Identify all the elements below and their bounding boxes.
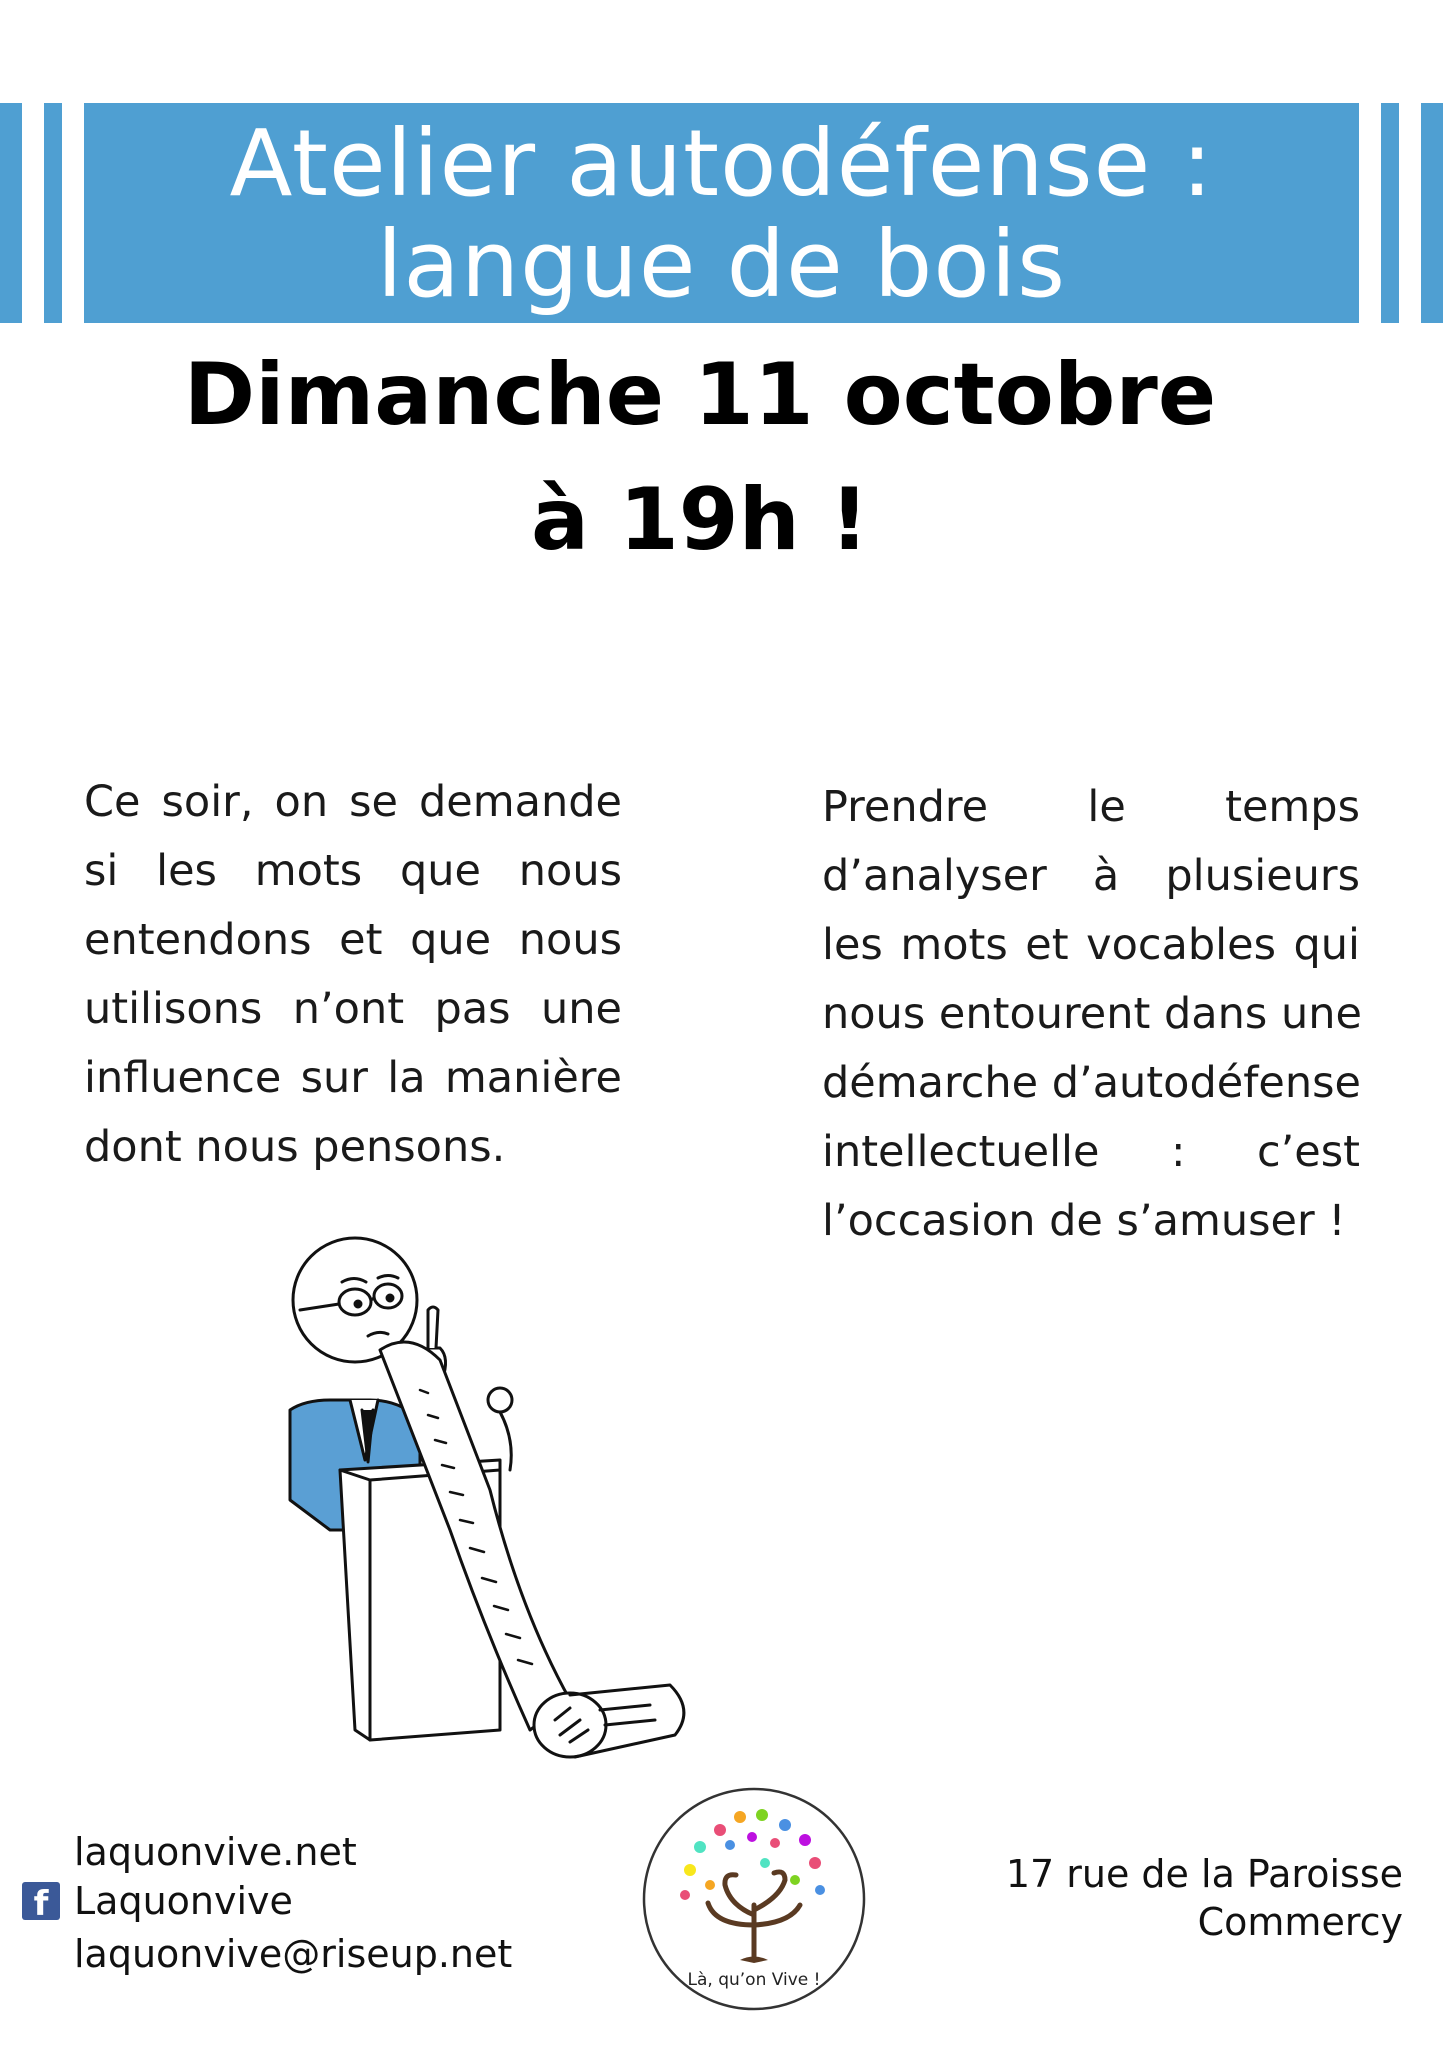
- right-line: d’analyser à plusieurs: [822, 851, 1360, 901]
- address-street: 17 rue de la Paroisse: [1005, 1852, 1403, 1896]
- logo-caption: Là, qu’on Vive !: [687, 1970, 821, 1990]
- facebook-handle[interactable]: Laquonvive: [74, 1879, 293, 1923]
- date-line-2: à 19h !: [530, 470, 870, 570]
- right-line: intellectuelle : c’est: [822, 1127, 1360, 1177]
- right-text-column: [822, 773, 1360, 1256]
- banner-stripe-left-outer: [0, 103, 22, 323]
- left-line: dont nous pensons.: [84, 1122, 506, 1172]
- facebook-icon: f: [22, 1882, 60, 1920]
- date-line-1: Dimanche 11 octobre: [183, 345, 1217, 445]
- right-line: l’occasion de s’amuser !: [822, 1196, 1346, 1246]
- speaker-with-scroll-illustration: [270, 1230, 710, 1770]
- banner-stripe-right-inner: [1381, 103, 1399, 323]
- right-line: Prendre le temps: [822, 782, 1360, 832]
- title-line-1: Atelier autodéfense :: [229, 110, 1214, 217]
- address-block: [1006, 1850, 1403, 1946]
- left-line: entendons et que nous: [84, 915, 622, 965]
- title-line-2: langue de bois: [376, 211, 1067, 318]
- banner-stripe-left-inner: [44, 103, 62, 323]
- title-banner: [84, 103, 1359, 323]
- banner-stripe-right-outer: [1421, 103, 1443, 323]
- right-line: les mots et vocables qui: [822, 920, 1360, 970]
- left-line: influence sur la manière: [84, 1053, 622, 1103]
- right-line: nous entourent dans une: [822, 989, 1362, 1039]
- email-text[interactable]: laquonvive@riseup.net: [74, 1932, 513, 1976]
- tree-logo-icon: [640, 1785, 868, 2013]
- left-line: si les mots que nous: [84, 846, 622, 896]
- address-city: Commercy: [1197, 1900, 1403, 1944]
- left-line: Ce soir, on se demande: [84, 777, 622, 827]
- left-text-column: [84, 768, 622, 1182]
- right-line: démarche d’autodéfense: [822, 1058, 1361, 1108]
- website-text[interactable]: laquonvive.net: [74, 1830, 357, 1874]
- left-line: utilisons n’ont pas une: [84, 984, 622, 1034]
